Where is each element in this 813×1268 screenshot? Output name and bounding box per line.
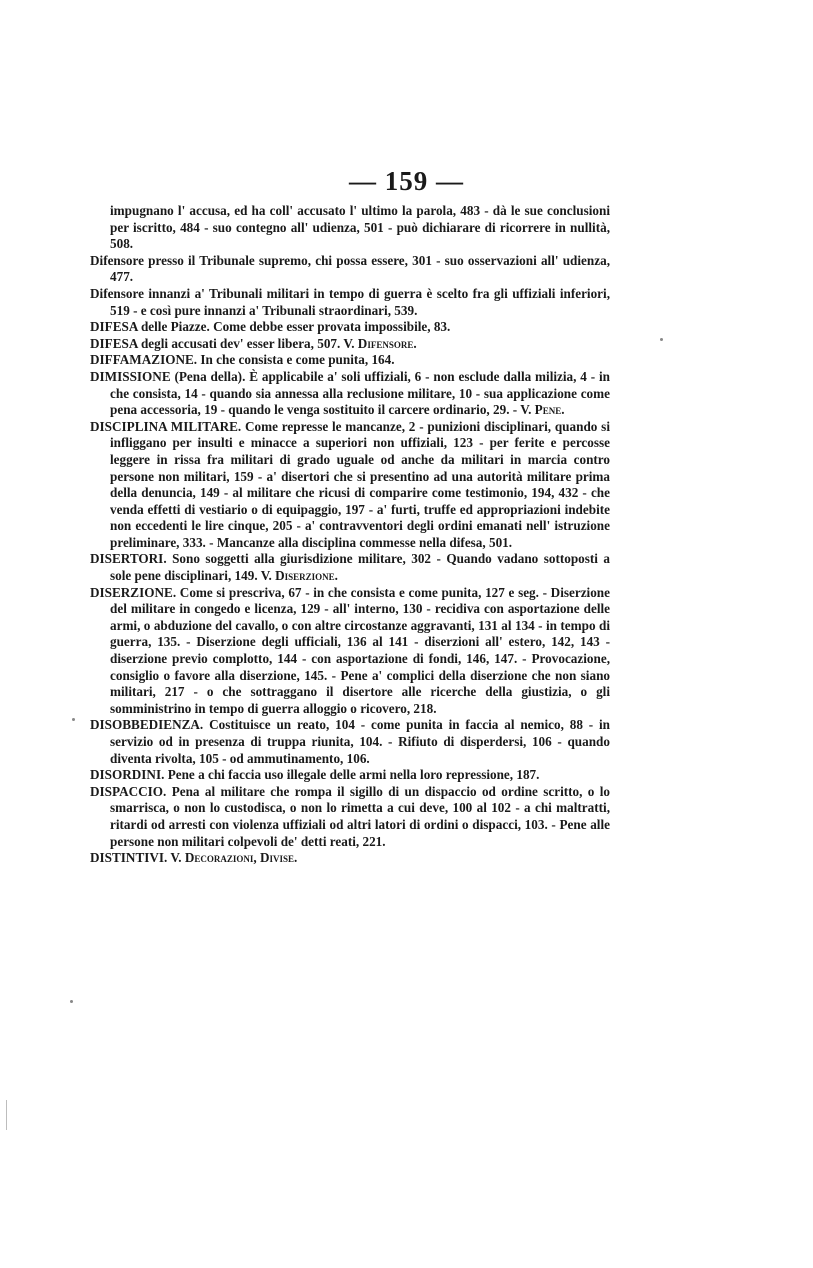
entry-headword: DISTINTIVI. — [90, 850, 168, 866]
index-entry — [90, 717, 610, 767]
cross-reference: Pene. — [534, 402, 565, 418]
index-entry — [90, 336, 610, 353]
entry-headword: DISERZIONE. — [90, 584, 177, 600]
entry-text: (Pena della). È applicabile a' soli uffiziali, 6 - non esclude dalla milizia, 4 - in che consista, 14 - quando sia annessa alla reclusione militare, 10 - sua applicazione come pena accessoria, 19 - quando le venga sostituito il carcere ordinario, 29. - V. — [110, 368, 610, 418]
entry-headword: DIFESA — [90, 319, 138, 335]
index-entry — [90, 551, 610, 584]
index-entry — [90, 369, 610, 419]
index-entry — [90, 419, 610, 552]
cross-reference: Difensore. — [357, 335, 417, 351]
entry-headword: DIMISSIONE — [90, 368, 171, 384]
entry-headword: DISCIPLINA MILITARE. — [90, 418, 242, 434]
entry-text: Come si prescriva, 67 - in che consista e come punita, 127 e seg. - Diserzione del militare in congedo e licenza, 129 - all' interno, 130 - recidiva con asportazione delle armi, o abduzione del cavallo, o con altre circostanze aggravanti, 131 al 134 - in tempo di guerra, 135. - Diserzione degli ufficiali, 136 al 141 - diserzioni all' estero, 142, 143 - diserzione previo complotto, 144 - con asportazione di fondi, 146, 147. - Provocazione, consiglio o favore alla diserzione, 145. - Pene a' complici della diserzione che non siano militari, 217 - o che sottraggano il disertore alle ricerche della giustizia, o gli somministrino in tempo di guerra alloggio o ricovero, 218. — [110, 584, 610, 716]
index-entry — [90, 850, 610, 867]
entry-headword: Difensore — [90, 252, 144, 268]
margin-mark — [70, 1000, 73, 1003]
margin-mark — [72, 718, 75, 721]
entry-text: delle Piazze. Come debbe esser provata impossibile, 83. — [137, 319, 451, 335]
index-entry — [90, 585, 610, 718]
index-entries — [90, 203, 610, 867]
index-entry — [90, 784, 610, 850]
index-entry — [90, 352, 610, 369]
page-number: — 159 — — [349, 166, 464, 196]
cross-reference: Decorazioni, Divise. — [184, 850, 298, 866]
entry-text: innanzi a' Tribunali militari in tempo di guerra è scelto fra gli uffiziali inferiori, 519 - e così pure innanzi a' Tribunali straordinari, 539. — [110, 285, 610, 318]
entry-headword: DIFFAMAZIONE. — [90, 352, 198, 368]
entry-text: Sono soggetti alla giurisdizione militare, 302 - Quando vadano sottoposti a sole pene disciplinari, 149. V. — [110, 551, 610, 584]
index-entry — [90, 319, 610, 336]
entry-text: In che consista e come punita, 164. — [197, 352, 395, 368]
entry-headword: DISERTORI. — [90, 551, 167, 567]
page-edge-line — [6, 1100, 7, 1130]
entry-text: Come represse le mancanze, 2 - punizioni disciplinari, quando si infliggano per insulti e minacce a superiori non uffiziali, 123 - per ferite e percosse leggere in rissa fra militari di grado uguale od anche da militari in marcia contro persone non militari, 159 - a' disertori che si presentino ad una autorità militare prima della denuncia, 149 - al militare che ricusi di comparire come testimonio, 194, 432 - che venda effetti di vestiario o di equipaggio, 197 - a' furti, truffe ed appropriazioni indebite non eccedenti le lire cinque, 205 - a' contravventori degli ordini emanati nell' istruzione preliminare, 333. - Mancanze alla disciplina commesse nella difesa, 501. — [110, 418, 610, 550]
entry-headword: Difensore — [90, 285, 144, 301]
entry-text: Pena al militare che rompa il sigillo di un dispaccio od ordine scritto, o lo smarrisca, o non lo custodisca, o non lo rimetta a cui deve, 100 al 102 - a chi maltratti, ritardi od arresti con violenza uffiziali od altri latori di ordini o dispacci, 103. - Pene alle persone non militari colpevoli de' detti reati, 221. — [110, 783, 610, 849]
entry-text: degli accusati dev' esser libera, 507. V. — [137, 335, 358, 351]
cross-reference: Diserzione. — [275, 568, 338, 584]
index-entry — [90, 203, 610, 253]
entry-headword: DISPACCIO. — [90, 783, 167, 799]
index-entry — [90, 286, 610, 319]
entry-text: presso il Tribunale supremo, chi possa essere, 301 - suo osservazioni all' udienza, 477. — [110, 252, 610, 285]
entry-text: Costituisce un reato, 104 - come punita in faccia al nemico, 88 - in servizio od in presenza di truppa riunita, 104. - Rifiuto di disperdersi, 106 - quando diventa rivolta, 105 - od ammutinamento, 106. — [110, 717, 610, 766]
entry-headword: DISOBBEDIENZA. — [90, 717, 204, 733]
entry-text: V. — [167, 850, 185, 866]
entry-text: Pene a chi faccia uso illegale delle armi nella loro repressione, 187. — [164, 767, 540, 783]
entry-text: impugnano l' accusa, ed ha coll' accusato l' ultimo la parola, 483 - dà le sue conclusioni per iscritto, 484 - suo contegno all' udienza, 501 - può dichiarare di ricorrere in nullità, 508. — [110, 203, 610, 252]
margin-mark — [660, 338, 663, 341]
entry-headword: DIFESA — [90, 335, 138, 351]
index-entry — [90, 767, 610, 784]
entry-headword: DISORDINI. — [90, 767, 165, 783]
index-entry — [90, 253, 610, 286]
